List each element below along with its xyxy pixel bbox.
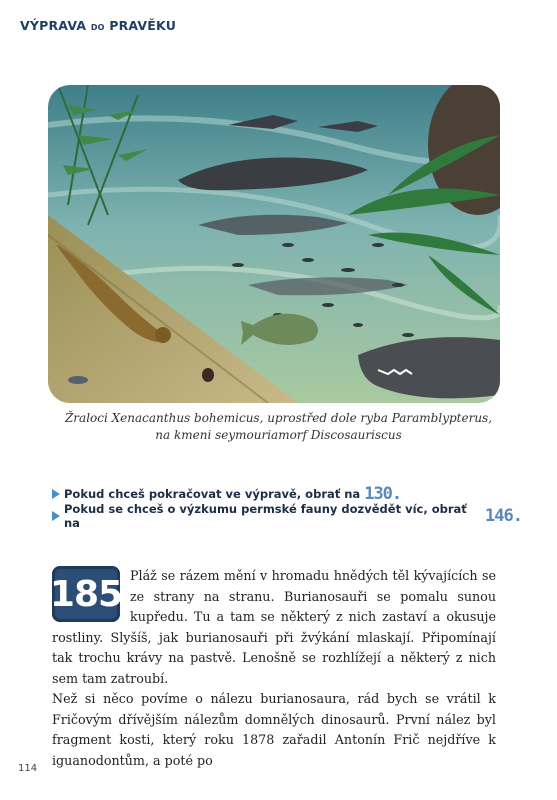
illustration-caption (60, 410, 497, 444)
caption-line-2: na kmeni seymouriamorf Discosauriscus (155, 428, 402, 442)
choice-text: Pokud chceš pokračovat ve výpravě, obrať na (64, 487, 361, 501)
header-word-3: PRAVĚKU (109, 18, 177, 33)
choice-list (52, 483, 522, 530)
body-paragraph-2: Než si něco povíme o nálezu burianosaura, rád bych se vrátil k Fričovým dřívějším nálezům domnělých dinosaurů. První nález byl fragment kosti, který roku 1878 zařadil Antonín Frič nejdříve k iguanodontům, a poté po (52, 691, 496, 768)
choice-page-ref[interactable]: 146. (485, 506, 522, 526)
choice-page-ref[interactable]: 130. (364, 484, 402, 504)
section-body (49, 566, 496, 771)
choice-text: Pokud se chceš o výzkumu permské fauny dozvědět víc, obrať na (64, 502, 467, 530)
running-header (20, 18, 176, 33)
arrow-right-icon (52, 511, 60, 521)
choice-learn-more[interactable] (52, 502, 522, 530)
header-word-2: DO (90, 23, 105, 32)
page-number: 114 (18, 763, 38, 774)
section-number: 185 (49, 573, 123, 615)
arrow-right-icon (52, 489, 60, 499)
header-word-1: VÝPRAVA (20, 18, 87, 33)
body-paragraph-1: Pláž se rázem mění v hromadu hnědých těl kývajících se ze strany na stranu. Burianosauři se pomalu sunou kupředu. Tu a tam se některý z nich zastaví a okusuje rostliny. Slyšíš, jak burianosauři při žvýkání mlaskají. Připomínají tak trochu krávy na pastvě. Lenošně se rozhlížejí a některý z nich sem tam zatroubí. (52, 568, 496, 686)
illustration-drawing (48, 85, 500, 403)
prehistoric-illustration (48, 85, 500, 403)
caption-line-1: Žraloci Xenacanthus bohemicus, uprostřed dole ryba Paramblypterus, (64, 411, 493, 425)
